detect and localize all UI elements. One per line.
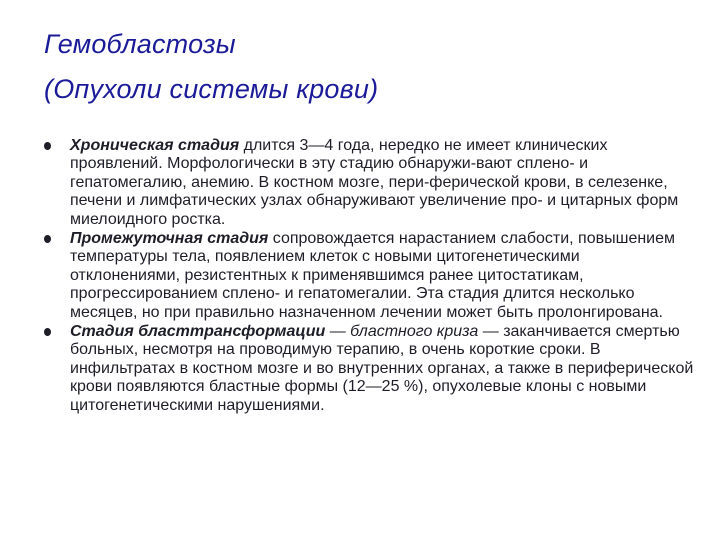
bullet-italic-note: — бластного криза — xyxy=(325,323,499,341)
bullet-dot-icon xyxy=(44,328,51,336)
title-line-2: (Опухоли системы крови) xyxy=(44,74,379,104)
bullet-dot-icon xyxy=(44,235,51,243)
bullet-item-blast-stage xyxy=(44,323,694,415)
bullet-item-chronic-stage xyxy=(44,137,694,229)
bullet-text: заканчивается смертью больных, несмотря на проводимую терапию, в очень короткие сроки. В инфильтратах в костном мозге и во внутренних органах, а также в периферической крови появляются бластные формы (12—25 %), опухолевые клоны с новыми цитогенетическими нарушениями. xyxy=(70,323,694,414)
bullet-term: Хроническая стадия xyxy=(70,137,240,154)
bullet-dot-icon xyxy=(44,142,51,150)
bullet-item-intermediate-stage xyxy=(44,230,694,322)
slide-title xyxy=(44,22,684,112)
bullet-term: Стадия бласттрансформации xyxy=(70,323,326,341)
bullet-term: Промежуточная стадия xyxy=(70,230,269,248)
bullet-list xyxy=(44,137,694,416)
title-line-1: Гемобластозы xyxy=(44,29,236,59)
bullet-text: длится 3—4 года, нередко не имеет клинических проявлений. Морфологически в эту стадию обнаружи-вают сплено- и гепатомегалию, анемию. В костном мозге, пери-ферической крови, в селезенке, печени и лимфатических узлах обнаруживают увеличение про- и цитарных форм миелоидного ростка. xyxy=(70,137,679,228)
bullet-text: сопровождается нарастанием слабости, повышением температуры тела, появлением клеток с новыми цитогенетическими отклонениями, резистентных к применявшимся ранее цитостатикам, прогрессированием сплено- и гепатомегалии. Эта стадия длится несколько месяцев, но при правильно назначенном лечении может быть пролонгирована. xyxy=(70,230,676,321)
